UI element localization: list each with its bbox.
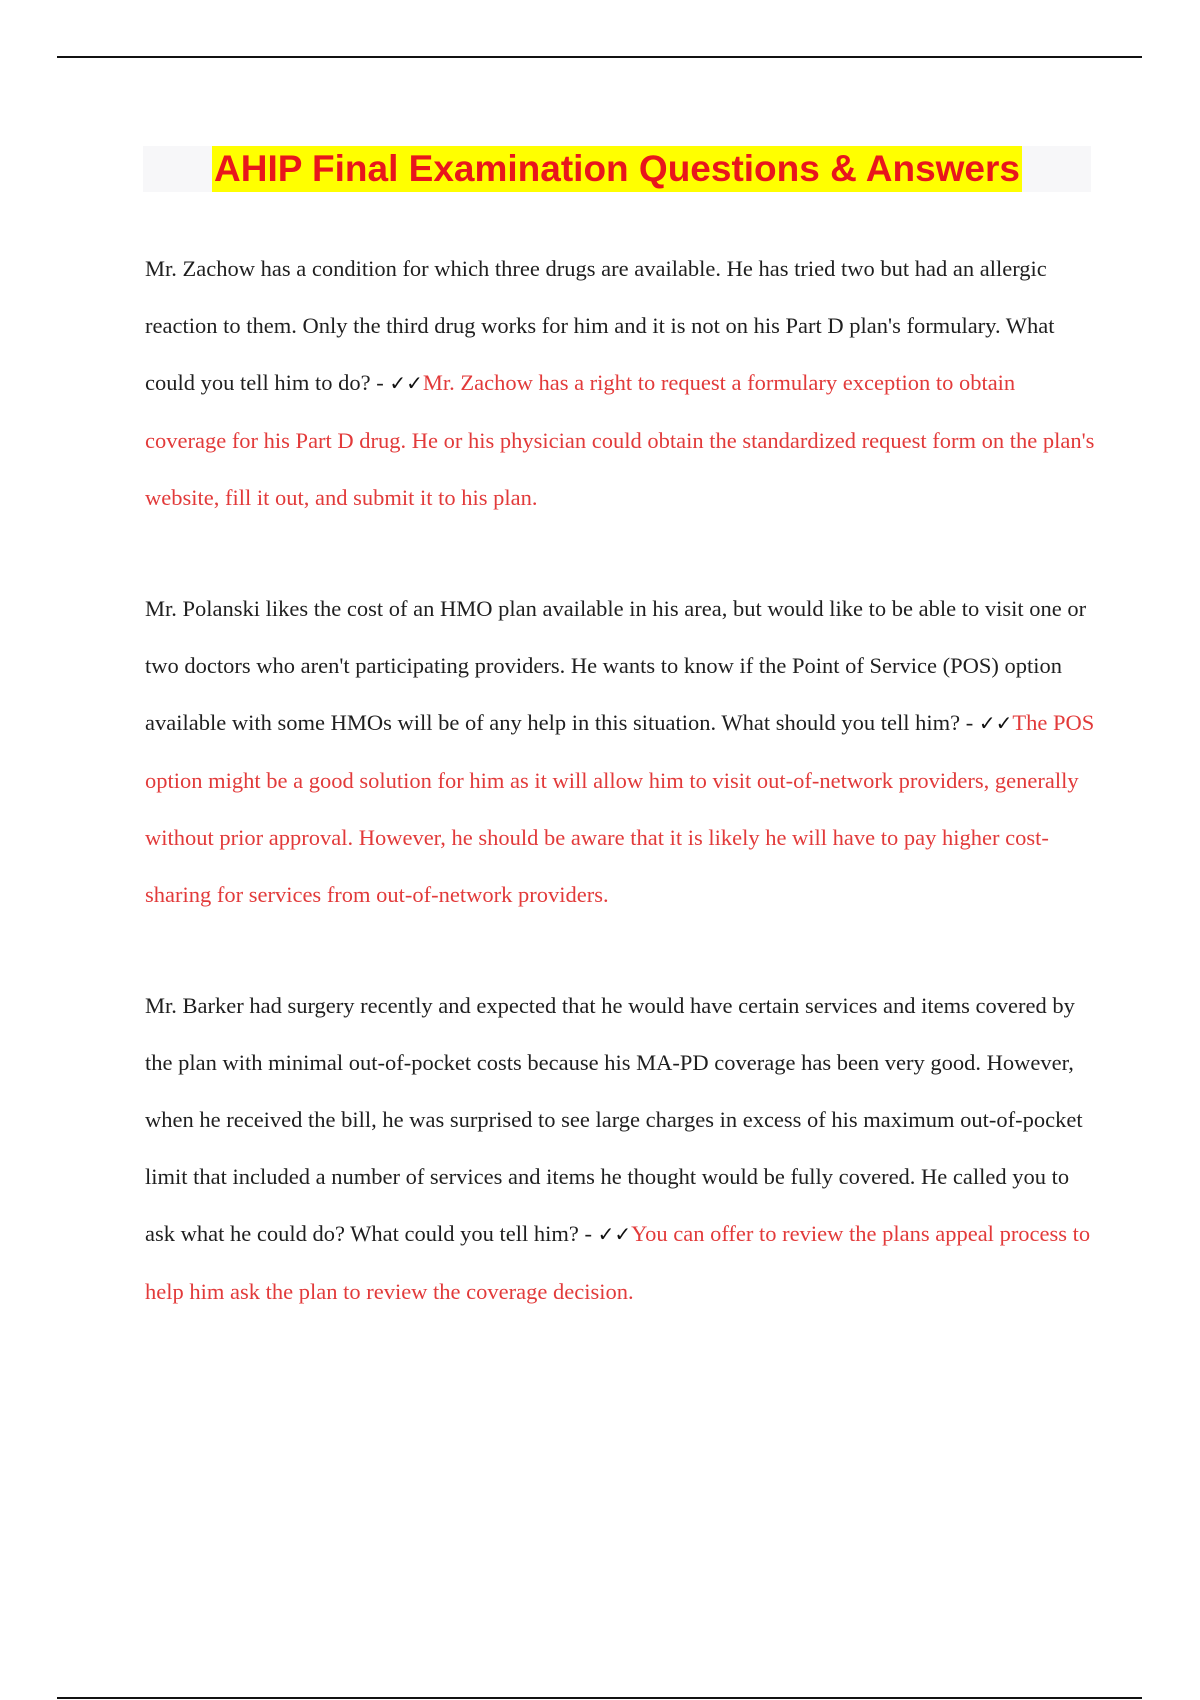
qa-item — [145, 580, 1095, 923]
answer-text: Mr. Zachow has a right to request a formulary exception to obtain coverage for his Part D drug. He or his physician could obtain the standardized request form on the plan's website, fill it out, and submit it to his plan. — [145, 370, 1095, 510]
question-text: Mr. Zachow has a condition for which three drugs are available. He has tried two but had an allergic reaction to them. Only the third drug works for him and it is not on his Part D plan's formulary. What could you tell him to do? — [145, 256, 1055, 395]
page-title: AHIP Final Examination Questions & Answers — [212, 146, 1022, 192]
separator: - — [578, 1221, 598, 1246]
title-container — [143, 146, 1091, 192]
check-mark-icon: ✓✓ — [978, 711, 1013, 735]
check-mark-icon: ✓✓ — [389, 371, 423, 395]
question-text: Mr. Polanski likes the cost of an HMO plan available in his area, but would like to be able to visit one or two doctors who aren't participating providers. He wants to know if the Point of Service (POS) option available with some HMOs will be of any help in this situation. What should you tell him? — [145, 596, 1087, 735]
qa-item — [145, 977, 1095, 1320]
qa-item — [145, 240, 1095, 526]
top-rule — [57, 56, 1142, 58]
answer-text: The POS option might be a good solution for him as it will allow him to visit out-of-network providers, generally without prior approval. However, he should be aware that it is likely he will have to pay higher cost-sharing for services from out-of-network providers. — [145, 710, 1095, 907]
separator: - — [370, 370, 390, 395]
question-text: Mr. Barker had surgery recently and expected that he would have certain services and items covered by the plan with minimal out-of-pocket costs because his MA-PD coverage has been very good. However, when he received the bill, he was surprised to see large charges in excess of his maximum out-of-pocket limit that included a number of services and items he thought would be fully covered. He called you to ask what he could do? What could you tell him? — [145, 993, 1083, 1246]
bottom-rule — [57, 1697, 1142, 1699]
qa-list — [145, 240, 1095, 1374]
separator: - — [960, 710, 979, 735]
answer-text: You can offer to review the plans appeal process to help him ask the plan to review the coverage decision. — [145, 1221, 1091, 1304]
check-mark-icon: ✓✓ — [597, 1222, 632, 1246]
